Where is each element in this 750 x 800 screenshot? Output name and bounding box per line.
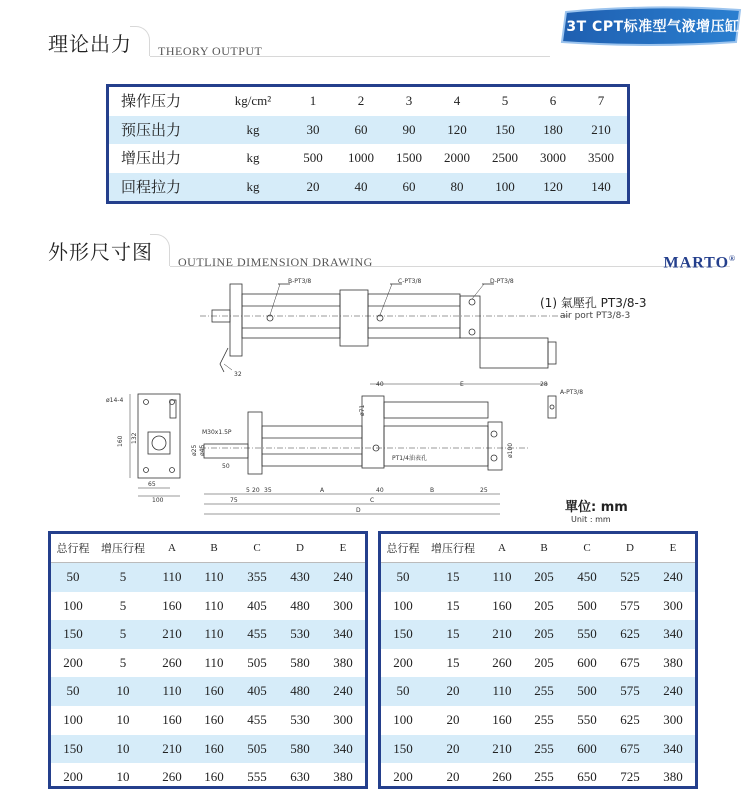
air-port-en: air port PT3/8-3 (560, 311, 631, 321)
table-cell: 300 (663, 597, 683, 613)
table-cell: 600 (577, 740, 597, 756)
label-50: 50 (222, 463, 230, 470)
header-total-stroke: 总行程 (386, 542, 420, 555)
table-cell: 380 (333, 769, 353, 785)
product-banner (560, 4, 746, 48)
table-cell: 100 (63, 711, 83, 727)
label-75: 75 (230, 497, 238, 504)
table-cell: 255 (534, 769, 554, 785)
table-cell: 1000 (348, 150, 374, 165)
table-cell: 3000 (540, 150, 566, 165)
table-cell: 505 (247, 654, 267, 670)
table-cell: 150 (393, 626, 413, 642)
table-cell: 15 (446, 626, 460, 642)
table-cell: 210 (162, 740, 182, 756)
label-32: 32 (234, 371, 242, 378)
table-cell: 160 (204, 740, 224, 756)
table-cell: 200 (393, 769, 413, 785)
table-cell: 140 (591, 178, 611, 194)
table-cell: 530 (290, 626, 310, 642)
table-cell: 675 (620, 740, 640, 756)
table-cell: 650 (577, 769, 597, 785)
table-cell: 405 (247, 683, 267, 699)
table-cell: 5 (119, 654, 127, 670)
table-cell: 10 (116, 683, 130, 699)
table-row (51, 677, 365, 706)
header-boost-stroke: 增压行程 (101, 542, 145, 555)
table-cell: 260 (162, 769, 182, 785)
table-cell: 675 (620, 654, 640, 670)
table-cell: 2 (357, 93, 365, 108)
label-b-pt: B-PT3/8 (288, 278, 312, 285)
table-row (381, 563, 695, 592)
header-a: A (498, 542, 506, 554)
table-cell: 60 (354, 121, 368, 137)
table-cell: 5 (119, 597, 127, 613)
table-cell: 240 (333, 683, 353, 699)
theory-output-table (106, 84, 630, 204)
table-cell: 480 (290, 597, 310, 613)
table-cell: 160 (492, 711, 512, 727)
table-cell: 110 (492, 569, 512, 584)
table-row (51, 563, 365, 592)
table-cell: 110 (204, 597, 224, 613)
table-row (51, 592, 365, 621)
table-cell: 725 (620, 769, 640, 785)
table-row (51, 620, 365, 649)
header-b: B (540, 542, 548, 554)
table-cell: 90 (402, 121, 416, 137)
label-40b: 40 (376, 381, 384, 388)
header-c: C (583, 542, 591, 554)
table-cell: 110 (492, 683, 512, 699)
dimension-table-left (48, 531, 368, 789)
table-cell: 200 (63, 654, 83, 670)
table-cell: 120 (543, 178, 563, 194)
table-cell: 160 (204, 769, 224, 785)
table-cell: 5 (119, 569, 127, 584)
label-phi71: ø71 (359, 404, 366, 416)
table-cell: 550 (577, 626, 597, 642)
table-cell: 300 (663, 711, 683, 727)
table-cell: 380 (333, 654, 353, 670)
table-row (381, 763, 695, 792)
table-header-row (381, 534, 695, 563)
table-cell: 150 (393, 740, 413, 756)
table-cell: 625 (620, 711, 640, 727)
table-cell: 3 (405, 93, 413, 108)
label-pt1-4: PT1/4油表孔 (392, 455, 427, 462)
brand-logo: MARTO® (663, 254, 736, 272)
table-cell: 630 (290, 769, 310, 785)
label-phi25: ø25 (191, 444, 198, 456)
table-cell: 110 (162, 569, 182, 584)
table-cell: 240 (663, 683, 683, 699)
table-cell: 100 (63, 597, 83, 613)
table-row (109, 116, 627, 145)
label-20: 20 (252, 487, 260, 494)
header-e: E (669, 542, 677, 554)
table-cell: 200 (393, 654, 413, 670)
front-view (200, 384, 556, 514)
table-cell: 625 (620, 626, 640, 642)
table-row (381, 706, 695, 735)
label-b: B (430, 487, 435, 494)
table-cell: 50 (66, 683, 80, 699)
table-cell: 100 (393, 711, 413, 727)
table-cell: 525 (620, 569, 640, 584)
table-row (51, 649, 365, 678)
table-cell: 100 (393, 597, 413, 613)
table-cell: 50 (396, 683, 410, 699)
label-40a: 40 (376, 487, 384, 494)
theory-title: 理论出力 (48, 32, 132, 56)
table-cell: 550 (577, 711, 597, 727)
table-cell: 6 (549, 93, 557, 108)
table-row (51, 735, 365, 764)
header-d: D (296, 542, 304, 554)
table-cell: 160 (204, 711, 224, 727)
table-row (381, 649, 695, 678)
table-cell: 430 (290, 569, 310, 584)
header-a: A (168, 542, 176, 554)
top-view (200, 284, 570, 372)
label-phi45: ø45 (199, 444, 206, 456)
table-cell: 580 (290, 654, 310, 670)
table-cell: 1 (309, 93, 317, 108)
table-cell: 205 (534, 569, 554, 584)
label-phi14: ø14-4 (106, 397, 124, 404)
dimension-table-right (378, 531, 698, 789)
table-cell: 575 (620, 597, 640, 613)
theory-subtitle: THEORY OUTPUT (158, 44, 263, 58)
table-cell: 455 (247, 711, 267, 727)
table-cell: 260 (492, 654, 512, 670)
label-c: C (370, 497, 375, 504)
table-cell: 355 (247, 569, 267, 584)
header-curve (130, 26, 150, 56)
unit-cn: 單位: mm (565, 500, 628, 515)
table-cell: 2000 (444, 150, 470, 165)
table-cell: 500 (577, 683, 597, 699)
label-5: 5 (246, 487, 250, 494)
unit-en: Unit : mm (571, 515, 611, 524)
table-row (381, 592, 695, 621)
table-cell: 555 (247, 769, 267, 785)
label-c-pt: C-PT3/8 (398, 278, 422, 285)
table-row (109, 173, 627, 202)
table-cell: 205 (534, 654, 554, 670)
header-total-stroke: 总行程 (56, 542, 90, 555)
outline-subtitle: OUTLINE DIMENSION DRAWING (178, 255, 373, 269)
table-row (381, 677, 695, 706)
row-unit: kg/cm² (234, 93, 272, 108)
banner-title: 3T CPT标准型气液增压缸 (566, 19, 740, 35)
table-cell: 210 (492, 740, 512, 756)
table-body (51, 563, 365, 792)
table-cell: 240 (333, 569, 353, 584)
table-cell: 500 (303, 150, 323, 165)
table-cell: 260 (162, 654, 182, 670)
label-28: 28 (540, 381, 548, 388)
table-row (109, 144, 627, 173)
table-cell: 205 (534, 597, 554, 613)
table-cell: 80 (450, 178, 464, 194)
air-port-cn: (1) 氣壓孔 PT3/8-3 (540, 296, 647, 310)
table-row (51, 706, 365, 735)
table-cell: 110 (204, 569, 224, 584)
table-row (381, 735, 695, 764)
table-cell: 500 (577, 597, 597, 613)
row-label: 增压出力 (121, 149, 182, 167)
table-cell: 50 (396, 569, 410, 584)
row-unit: kg (246, 178, 260, 194)
table-cell: 20 (446, 740, 460, 756)
table-cell: 110 (204, 626, 224, 642)
table-cell: 10 (116, 711, 130, 727)
table-cell: 530 (290, 711, 310, 727)
air-port-note (540, 294, 646, 321)
label-d-pt: D-PT3/8 (490, 278, 514, 285)
table-cell: 60 (402, 178, 416, 194)
label-25: 25 (480, 487, 488, 494)
table-row (381, 620, 695, 649)
label-35: 35 (264, 487, 272, 494)
table-cell: 480 (290, 683, 310, 699)
table-cell: 600 (577, 654, 597, 670)
table-cell: 340 (663, 626, 683, 642)
table-cell: 5 (119, 626, 127, 642)
unit-note (565, 496, 628, 524)
header-d: D (626, 542, 634, 554)
table-cell: 505 (247, 740, 267, 756)
row-unit: kg (246, 150, 260, 165)
table-cell: 110 (162, 683, 182, 699)
outline-drawing (100, 272, 610, 522)
table-cell: 20 (446, 683, 460, 699)
table-cell: 20 (446, 711, 460, 727)
table-cell: 200 (63, 769, 83, 785)
table-cell: 120 (447, 121, 467, 137)
table-cell: 10 (116, 740, 130, 756)
header-curve (150, 234, 170, 266)
table-cell: 20 (306, 178, 320, 194)
header-e: E (339, 542, 347, 554)
table-cell: 150 (495, 121, 515, 137)
table-cell: 340 (663, 740, 683, 756)
row-unit: kg (246, 121, 260, 137)
table-cell: 380 (663, 654, 683, 670)
table-cell: 3500 (588, 150, 614, 165)
table-cell: 255 (534, 683, 554, 699)
table-cell: 50 (66, 569, 80, 584)
label-100: 100 (152, 497, 164, 504)
table-cell: 405 (247, 597, 267, 613)
table-cell: 2500 (492, 150, 518, 165)
table-cell: 340 (333, 740, 353, 756)
row-label: 操作压力 (121, 92, 182, 110)
table-cell: 15 (446, 654, 460, 670)
table-row (109, 87, 627, 116)
table-cell: 300 (333, 711, 353, 727)
table-cell: 340 (333, 626, 353, 642)
table-cell: 110 (204, 654, 224, 670)
table-cell: 455 (247, 626, 267, 642)
table-cell: 210 (492, 626, 512, 642)
table-cell: 210 (591, 121, 611, 137)
table-cell: 30 (306, 121, 320, 137)
table-cell: 20 (446, 769, 460, 785)
label-d: D (356, 507, 361, 514)
table-cell: 160 (492, 597, 512, 613)
table-cell: 160 (162, 597, 182, 613)
label-a-pt: A-PT3/8 (560, 389, 584, 396)
table-cell: 300 (333, 597, 353, 613)
table-cell: 150 (63, 626, 83, 642)
table-row (51, 763, 365, 792)
label-160: 160 (117, 435, 124, 447)
table-cell: 40 (354, 178, 368, 194)
header-b: B (210, 542, 218, 554)
label-e: E (460, 381, 464, 388)
row-label: 预压出力 (121, 120, 182, 139)
table-cell: 575 (620, 683, 640, 699)
table-cell: 260 (492, 769, 512, 785)
table-cell: 7 (597, 93, 605, 108)
label-a: A (320, 487, 325, 494)
label-65: 65 (148, 481, 156, 488)
label-phi100: ø100 (507, 442, 514, 458)
table-cell: 450 (577, 569, 597, 584)
table-cell: 240 (663, 569, 683, 584)
label-m30: M30x1.5P (202, 429, 232, 436)
header-c: C (253, 542, 261, 554)
table-cell: 10 (116, 769, 130, 785)
table-cell: 160 (204, 683, 224, 699)
table-cell: 150 (63, 740, 83, 756)
table-body (381, 563, 695, 792)
table-cell: 160 (162, 711, 182, 727)
table-cell: 15 (446, 569, 460, 584)
label-132: 132 (131, 432, 138, 444)
table-cell: 255 (534, 740, 554, 756)
outline-title: 外形尺寸图 (48, 240, 153, 264)
table-cell: 255 (534, 711, 554, 727)
table-header-row (51, 534, 365, 563)
table-cell: 205 (534, 626, 554, 642)
table-cell: 580 (290, 740, 310, 756)
table-cell: 5 (501, 93, 509, 108)
table-cell: 1500 (396, 150, 422, 165)
header-boost-stroke: 增压行程 (431, 542, 475, 555)
table-cell: 15 (446, 597, 460, 613)
table-cell: 380 (663, 769, 683, 785)
table-cell: 100 (495, 178, 515, 194)
row-label: 回程拉力 (121, 177, 182, 196)
table-cell: 180 (543, 121, 563, 137)
table-cell: 210 (162, 626, 182, 642)
table-cell: 4 (453, 93, 461, 108)
